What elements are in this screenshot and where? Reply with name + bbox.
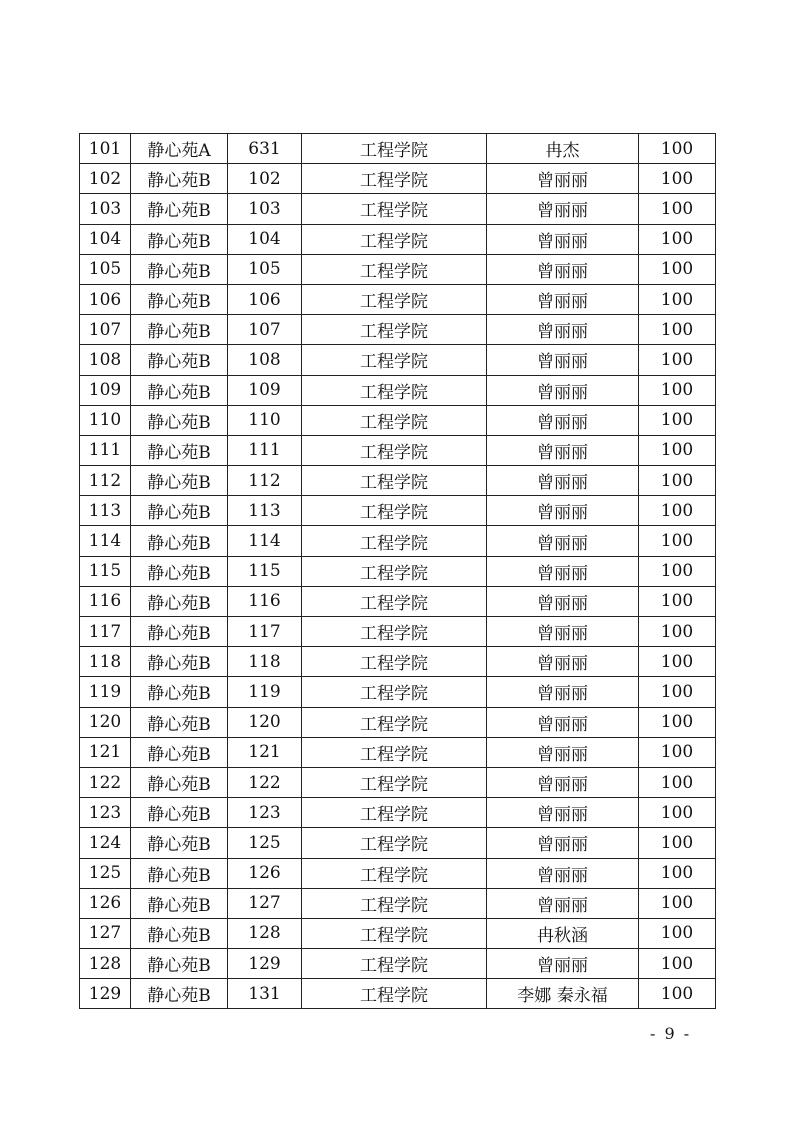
table-row <box>80 556 716 586</box>
page-number: - 9 - <box>650 1024 692 1043</box>
dormitory-building-cell: 静心苑B <box>131 677 228 707</box>
score-cell: 100 <box>639 586 716 616</box>
table-row <box>80 466 716 496</box>
counselor-cell: 曾丽丽 <box>487 617 639 647</box>
score-cell: 100 <box>639 194 716 224</box>
row-index-cell: 110 <box>80 405 131 435</box>
room-number-cell: 126 <box>228 858 302 888</box>
counselor-cell: 曾丽丽 <box>487 526 639 556</box>
score-cell: 100 <box>639 707 716 737</box>
college-cell: 工程学院 <box>302 315 487 345</box>
dormitory-building-cell: 静心苑B <box>131 828 228 858</box>
college-cell: 工程学院 <box>302 284 487 314</box>
table-row <box>80 496 716 526</box>
table-row <box>80 194 716 224</box>
row-index-cell: 101 <box>80 134 131 164</box>
room-number-cell: 122 <box>228 767 302 797</box>
table-row <box>80 828 716 858</box>
score-cell: 100 <box>639 979 716 1009</box>
dormitory-building-cell: 静心苑B <box>131 556 228 586</box>
room-number-cell: 110 <box>228 405 302 435</box>
counselor-cell: 曾丽丽 <box>487 284 639 314</box>
table-row <box>80 949 716 979</box>
dormitory-building-cell: 静心苑B <box>131 164 228 194</box>
score-cell: 100 <box>639 918 716 948</box>
counselor-cell: 曾丽丽 <box>487 375 639 405</box>
row-index-cell: 109 <box>80 375 131 405</box>
room-number-cell: 127 <box>228 888 302 918</box>
table-row <box>80 707 716 737</box>
college-cell: 工程学院 <box>302 224 487 254</box>
score-cell: 100 <box>639 134 716 164</box>
counselor-cell: 曾丽丽 <box>487 767 639 797</box>
table-row <box>80 767 716 797</box>
dormitory-building-cell: 静心苑B <box>131 858 228 888</box>
counselor-cell: 李娜 秦永福 <box>487 979 639 1009</box>
score-cell: 100 <box>639 224 716 254</box>
score-cell: 100 <box>639 737 716 767</box>
college-cell: 工程学院 <box>302 254 487 284</box>
room-number-cell: 121 <box>228 737 302 767</box>
dormitory-building-cell: 静心苑A <box>131 134 228 164</box>
table-row <box>80 254 716 284</box>
college-cell: 工程学院 <box>302 345 487 375</box>
table-row <box>80 888 716 918</box>
score-cell: 100 <box>639 466 716 496</box>
room-number-cell: 112 <box>228 466 302 496</box>
score-cell: 100 <box>639 435 716 465</box>
college-cell: 工程学院 <box>302 949 487 979</box>
counselor-cell: 曾丽丽 <box>487 224 639 254</box>
room-number-cell: 116 <box>228 586 302 616</box>
counselor-cell: 曾丽丽 <box>487 707 639 737</box>
counselor-cell: 曾丽丽 <box>487 647 639 677</box>
score-cell: 100 <box>639 647 716 677</box>
dormitory-building-cell: 静心苑B <box>131 737 228 767</box>
table-row <box>80 224 716 254</box>
score-cell: 100 <box>639 405 716 435</box>
college-cell: 工程学院 <box>302 466 487 496</box>
table-row <box>80 677 716 707</box>
table-row <box>80 134 716 164</box>
college-cell: 工程学院 <box>302 164 487 194</box>
room-number-cell: 108 <box>228 345 302 375</box>
row-index-cell: 126 <box>80 888 131 918</box>
room-number-cell: 113 <box>228 496 302 526</box>
college-cell: 工程学院 <box>302 918 487 948</box>
row-index-cell: 106 <box>80 284 131 314</box>
room-number-cell: 105 <box>228 254 302 284</box>
counselor-cell: 曾丽丽 <box>487 435 639 465</box>
dormitory-score-table <box>79 133 716 1009</box>
score-cell: 100 <box>639 496 716 526</box>
counselor-cell: 曾丽丽 <box>487 194 639 224</box>
row-index-cell: 112 <box>80 466 131 496</box>
counselor-cell: 曾丽丽 <box>487 828 639 858</box>
room-number-cell: 119 <box>228 677 302 707</box>
room-number-cell: 106 <box>228 284 302 314</box>
room-number-cell: 631 <box>228 134 302 164</box>
dormitory-building-cell: 静心苑B <box>131 767 228 797</box>
room-number-cell: 111 <box>228 435 302 465</box>
row-index-cell: 127 <box>80 918 131 948</box>
row-index-cell: 119 <box>80 677 131 707</box>
room-number-cell: 109 <box>228 375 302 405</box>
room-number-cell: 131 <box>228 979 302 1009</box>
college-cell: 工程学院 <box>302 375 487 405</box>
row-index-cell: 124 <box>80 828 131 858</box>
table-row <box>80 979 716 1009</box>
table-row <box>80 737 716 767</box>
dormitory-building-cell: 静心苑B <box>131 918 228 948</box>
counselor-cell: 曾丽丽 <box>487 315 639 345</box>
dormitory-building-cell: 静心苑B <box>131 949 228 979</box>
college-cell: 工程学院 <box>302 647 487 677</box>
row-index-cell: 123 <box>80 798 131 828</box>
counselor-cell: 曾丽丽 <box>487 345 639 375</box>
score-cell: 100 <box>639 526 716 556</box>
table-row <box>80 345 716 375</box>
table-row <box>80 647 716 677</box>
score-cell: 100 <box>639 345 716 375</box>
counselor-cell: 曾丽丽 <box>487 164 639 194</box>
counselor-cell: 冉秋涵 <box>487 918 639 948</box>
college-cell: 工程学院 <box>302 979 487 1009</box>
row-index-cell: 115 <box>80 556 131 586</box>
college-cell: 工程学院 <box>302 677 487 707</box>
table-row <box>80 375 716 405</box>
college-cell: 工程学院 <box>302 858 487 888</box>
college-cell: 工程学院 <box>302 617 487 647</box>
college-cell: 工程学院 <box>302 767 487 797</box>
table-row <box>80 858 716 888</box>
dormitory-building-cell: 静心苑B <box>131 496 228 526</box>
college-cell: 工程学院 <box>302 707 487 737</box>
row-index-cell: 107 <box>80 315 131 345</box>
college-cell: 工程学院 <box>302 526 487 556</box>
counselor-cell: 曾丽丽 <box>487 798 639 828</box>
room-number-cell: 114 <box>228 526 302 556</box>
dormitory-building-cell: 静心苑B <box>131 194 228 224</box>
row-index-cell: 128 <box>80 949 131 979</box>
dormitory-building-cell: 静心苑B <box>131 345 228 375</box>
counselor-cell: 曾丽丽 <box>487 556 639 586</box>
college-cell: 工程学院 <box>302 586 487 616</box>
row-index-cell: 116 <box>80 586 131 616</box>
score-cell: 100 <box>639 828 716 858</box>
row-index-cell: 104 <box>80 224 131 254</box>
counselor-cell: 曾丽丽 <box>487 586 639 616</box>
college-cell: 工程学院 <box>302 828 487 858</box>
room-number-cell: 115 <box>228 556 302 586</box>
row-index-cell: 114 <box>80 526 131 556</box>
dormitory-building-cell: 静心苑B <box>131 526 228 556</box>
dormitory-building-cell: 静心苑B <box>131 375 228 405</box>
counselor-cell: 曾丽丽 <box>487 677 639 707</box>
score-cell: 100 <box>639 949 716 979</box>
score-cell: 100 <box>639 556 716 586</box>
counselor-cell: 曾丽丽 <box>487 888 639 918</box>
college-cell: 工程学院 <box>302 134 487 164</box>
dormitory-building-cell: 静心苑B <box>131 224 228 254</box>
dormitory-building-cell: 静心苑B <box>131 798 228 828</box>
score-cell: 100 <box>639 375 716 405</box>
row-index-cell: 121 <box>80 737 131 767</box>
room-number-cell: 118 <box>228 647 302 677</box>
row-index-cell: 118 <box>80 647 131 677</box>
college-cell: 工程学院 <box>302 556 487 586</box>
table-row <box>80 526 716 556</box>
college-cell: 工程学院 <box>302 435 487 465</box>
dormitory-building-cell: 静心苑B <box>131 647 228 677</box>
dormitory-building-cell: 静心苑B <box>131 435 228 465</box>
room-number-cell: 104 <box>228 224 302 254</box>
counselor-cell: 冉杰 <box>487 134 639 164</box>
table-row <box>80 798 716 828</box>
row-index-cell: 129 <box>80 979 131 1009</box>
college-cell: 工程学院 <box>302 194 487 224</box>
room-number-cell: 103 <box>228 194 302 224</box>
score-cell: 100 <box>639 315 716 345</box>
dormitory-building-cell: 静心苑B <box>131 979 228 1009</box>
room-number-cell: 128 <box>228 918 302 948</box>
row-index-cell: 111 <box>80 435 131 465</box>
table-row <box>80 586 716 616</box>
table-row <box>80 617 716 647</box>
counselor-cell: 曾丽丽 <box>487 737 639 767</box>
room-number-cell: 120 <box>228 707 302 737</box>
dormitory-building-cell: 静心苑B <box>131 617 228 647</box>
score-cell: 100 <box>639 858 716 888</box>
room-number-cell: 129 <box>228 949 302 979</box>
dormitory-building-cell: 静心苑B <box>131 405 228 435</box>
room-number-cell: 107 <box>228 315 302 345</box>
row-index-cell: 117 <box>80 617 131 647</box>
row-index-cell: 122 <box>80 767 131 797</box>
score-cell: 100 <box>639 254 716 284</box>
college-cell: 工程学院 <box>302 798 487 828</box>
counselor-cell: 曾丽丽 <box>487 496 639 526</box>
score-cell: 100 <box>639 617 716 647</box>
counselor-cell: 曾丽丽 <box>487 254 639 284</box>
dormitory-building-cell: 静心苑B <box>131 466 228 496</box>
counselor-cell: 曾丽丽 <box>487 858 639 888</box>
dormitory-building-cell: 静心苑B <box>131 586 228 616</box>
table-row <box>80 315 716 345</box>
counselor-cell: 曾丽丽 <box>487 466 639 496</box>
table-row <box>80 164 716 194</box>
score-cell: 100 <box>639 677 716 707</box>
row-index-cell: 108 <box>80 345 131 375</box>
college-cell: 工程学院 <box>302 888 487 918</box>
table-row <box>80 405 716 435</box>
score-cell: 100 <box>639 284 716 314</box>
room-number-cell: 102 <box>228 164 302 194</box>
row-index-cell: 125 <box>80 858 131 888</box>
score-cell: 100 <box>639 888 716 918</box>
score-cell: 100 <box>639 798 716 828</box>
score-cell: 100 <box>639 767 716 797</box>
dormitory-building-cell: 静心苑B <box>131 254 228 284</box>
row-index-cell: 113 <box>80 496 131 526</box>
dormitory-building-cell: 静心苑B <box>131 888 228 918</box>
college-cell: 工程学院 <box>302 737 487 767</box>
counselor-cell: 曾丽丽 <box>487 949 639 979</box>
dormitory-building-cell: 静心苑B <box>131 707 228 737</box>
room-number-cell: 123 <box>228 798 302 828</box>
row-index-cell: 120 <box>80 707 131 737</box>
table-body <box>80 134 716 1009</box>
table-row <box>80 284 716 314</box>
table-row <box>80 435 716 465</box>
dormitory-building-cell: 静心苑B <box>131 315 228 345</box>
score-cell: 100 <box>639 164 716 194</box>
room-number-cell: 125 <box>228 828 302 858</box>
row-index-cell: 102 <box>80 164 131 194</box>
table-row <box>80 918 716 948</box>
counselor-cell: 曾丽丽 <box>487 405 639 435</box>
room-number-cell: 117 <box>228 617 302 647</box>
row-index-cell: 105 <box>80 254 131 284</box>
row-index-cell: 103 <box>80 194 131 224</box>
dormitory-building-cell: 静心苑B <box>131 284 228 314</box>
college-cell: 工程学院 <box>302 496 487 526</box>
college-cell: 工程学院 <box>302 405 487 435</box>
